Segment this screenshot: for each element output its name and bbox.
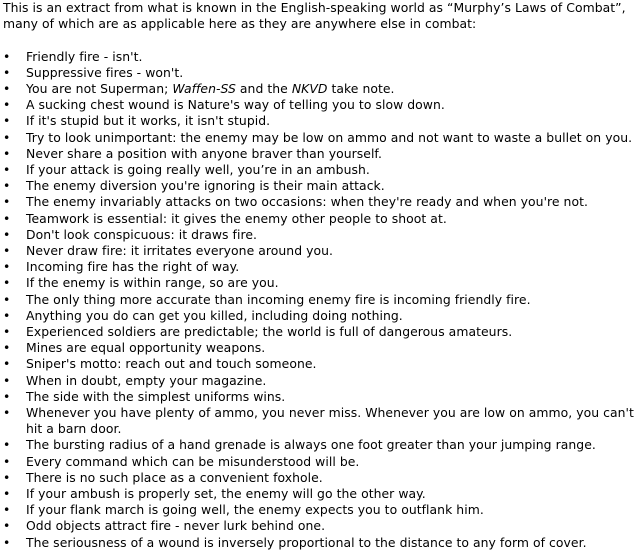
- list-item: [3, 518, 639, 534]
- law-text: Anything you do can get you killed, including doing nothing.: [26, 307, 403, 323]
- bullet-icon: [3, 146, 15, 162]
- list-item: [3, 470, 639, 486]
- law-text-suffix: take note.: [327, 81, 395, 96]
- bullet-icon: [3, 535, 15, 551]
- document-body: [3, 0, 639, 551]
- bullet-icon: [3, 194, 15, 210]
- law-text: There is no such place as a convenient foxhole.: [26, 469, 323, 485]
- law-text: If your attack is going really well, you’re in an ambush.: [26, 162, 370, 178]
- law-text: Never share a position with anyone braver than yourself.: [26, 145, 382, 161]
- list-item: [3, 275, 639, 291]
- bullet-icon: [3, 243, 15, 259]
- law-text: Sniper's motto: reach out and touch someone.: [26, 356, 317, 372]
- bullet-icon: [3, 454, 15, 470]
- list-item: [3, 437, 639, 453]
- list-item: [3, 356, 639, 372]
- law-text: Don't look conspicuous: it draws fire.: [26, 226, 257, 242]
- list-item: [3, 81, 639, 97]
- list-item: [3, 454, 639, 470]
- bullet-icon: [3, 49, 15, 65]
- law-text: The side with the simplest uniforms wins.: [26, 388, 286, 404]
- list-item: [3, 259, 639, 275]
- list-item: [3, 243, 639, 259]
- list-item: [3, 292, 639, 308]
- list-item: [3, 65, 639, 81]
- list-item: [3, 178, 639, 194]
- law-text: The only thing more accurate than incoming enemy fire is incoming friendly fire.: [26, 291, 531, 307]
- list-item: [3, 130, 639, 146]
- bullet-icon: [3, 389, 15, 405]
- bullet-icon: [3, 227, 15, 243]
- law-text: Every command which can be misunderstood will be.: [26, 453, 360, 469]
- bullet-icon: [3, 437, 15, 453]
- law-text: If your ambush is properly set, the enemy will go the other way.: [26, 486, 426, 502]
- bullet-icon: [3, 340, 15, 356]
- law-text-italic-waffen: Waffen-SS: [172, 81, 236, 96]
- bullet-icon: [3, 502, 15, 518]
- list-item: [3, 97, 639, 113]
- list-item: [3, 340, 639, 356]
- bullet-icon: [3, 113, 15, 129]
- law-text: The enemy invariably attacks on two occasions: when they're ready and when you're not.: [26, 194, 588, 210]
- law-text: A sucking chest wound is Nature's way of telling you to slow down.: [26, 97, 445, 113]
- list-item: [3, 113, 639, 129]
- list-item: [3, 389, 639, 405]
- law-text: If the enemy is within range, so are you.: [26, 275, 279, 291]
- list-item: [3, 502, 639, 518]
- bullet-icon: [3, 356, 15, 372]
- list-item: [3, 194, 639, 210]
- list-item: [3, 308, 639, 324]
- law-text: When in doubt, empty your magazine.: [26, 372, 267, 388]
- law-text: The seriousness of a wound is inversely proportional to the distance to any form of cover.: [26, 534, 587, 550]
- law-text: Teamwork is essential: it gives the enemy other people to shoot at.: [26, 210, 447, 226]
- bullet-icon: [3, 65, 15, 81]
- bullet-icon: [3, 292, 15, 308]
- bullet-icon: [3, 162, 15, 178]
- law-text: Friendly fire - isn't.: [26, 48, 143, 64]
- bullet-icon: [3, 486, 15, 502]
- law-text: The bursting radius of a hand grenade is always one foot greater than your jumping range.: [26, 437, 596, 453]
- list-item: [3, 227, 639, 243]
- list-item: [3, 405, 639, 437]
- list-item: [3, 535, 639, 551]
- intro-paragraph: This is an extract from what is known in the English-speaking world as “Murphy’s Laws of Combat”, many of which are as applicable here as they are anywhere else in combat:: [3, 0, 626, 32]
- law-text: Try to look unimportant: the enemy may be low on ammo and not want to waste a bullet on you.: [26, 129, 633, 145]
- bullet-icon: [3, 178, 15, 194]
- bullet-icon: [3, 308, 15, 324]
- law-text: The enemy diversion you're ignoring is their main attack.: [26, 178, 385, 194]
- law-text-prefix: You are not Superman;: [26, 81, 173, 96]
- law-text: Incoming fire has the right of way.: [26, 259, 240, 275]
- law-text-middle: and the: [235, 81, 292, 96]
- bullet-icon: [3, 405, 15, 421]
- law-text: Mines are equal opportunity weapons.: [26, 340, 266, 356]
- bullet-icon: [3, 211, 15, 227]
- law-text: Experienced soldiers are predictable; the world is full of dangerous amateurs.: [26, 324, 513, 340]
- law-text: Odd objects attract fire - never lurk behind one.: [26, 518, 326, 534]
- list-item: [3, 162, 639, 178]
- bullet-icon: [3, 81, 15, 97]
- law-text: Never draw fire: it irritates everyone around you.: [26, 243, 334, 259]
- law-text: Suppressive fires - won't.: [26, 64, 184, 80]
- law-text: Whenever you have plenty of ammo, you never miss. Whenever you are low on ammo, you can't hit a barn door.: [26, 405, 634, 437]
- law-text: If it's stupid but it works, it isn't stupid.: [26, 113, 271, 129]
- bullet-icon: [3, 373, 15, 389]
- law-text: If your flank march is going well, the enemy expects you to outflank him.: [26, 502, 484, 518]
- bullet-icon: [3, 324, 15, 340]
- bullet-icon: [3, 275, 15, 291]
- bullet-icon: [3, 259, 15, 275]
- law-text-italic-nkvd: NKVD: [291, 81, 328, 96]
- laws-list: [3, 49, 639, 551]
- bullet-icon: [3, 470, 15, 486]
- list-item: [3, 324, 639, 340]
- list-item: [3, 146, 639, 162]
- bullet-icon: [3, 130, 15, 146]
- list-item: [3, 49, 639, 65]
- bullet-icon: [3, 518, 15, 534]
- list-item: [3, 486, 639, 502]
- bullet-icon: [3, 97, 15, 113]
- list-item: [3, 373, 639, 389]
- list-item: [3, 211, 639, 227]
